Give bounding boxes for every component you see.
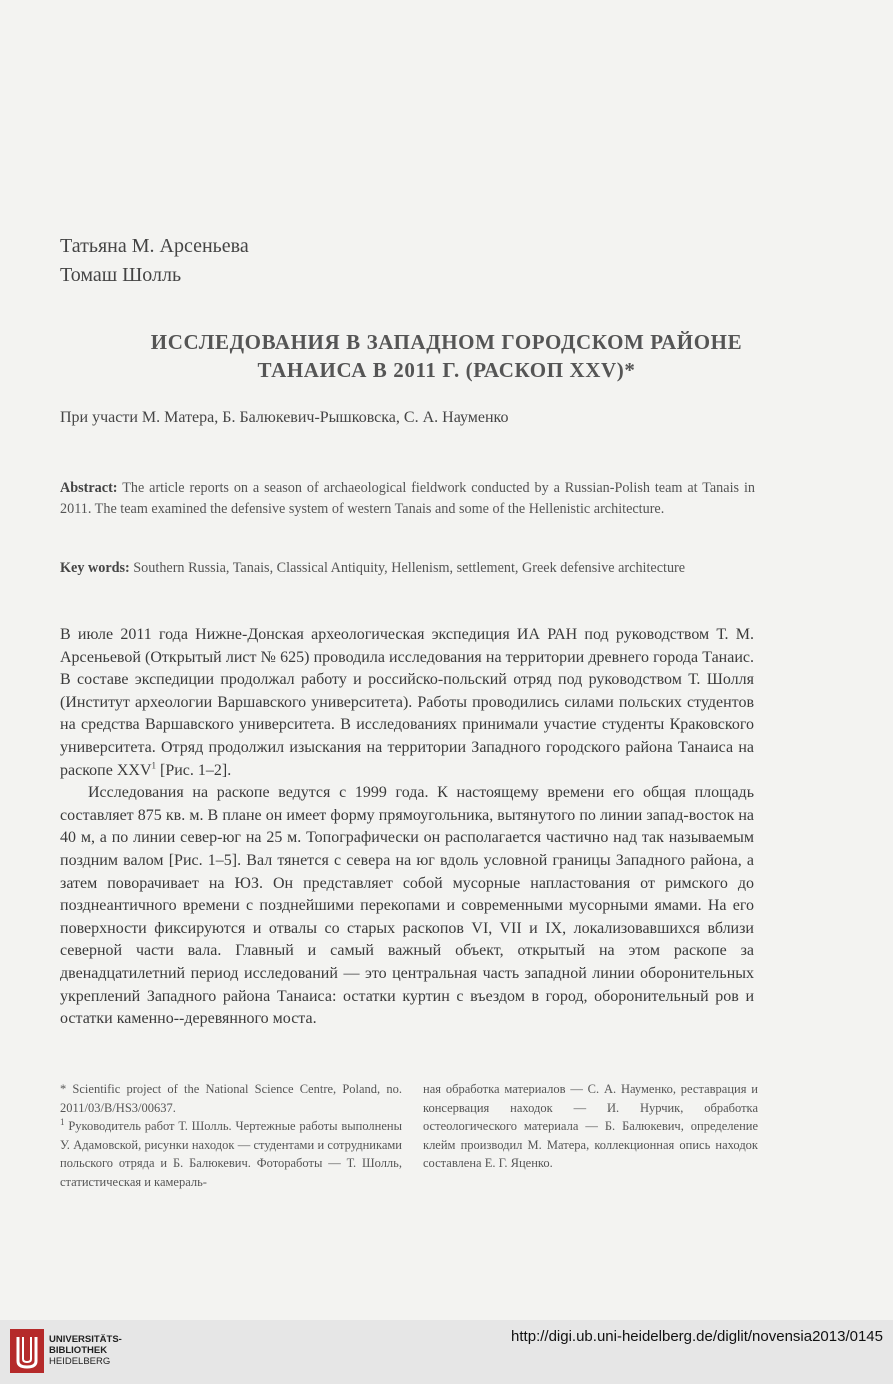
library-name-line: UNIVERSITÄTS- [49, 1334, 122, 1345]
body-text [60, 624, 754, 1031]
abstract-text: The article reports on a season of archaeological fieldwork conducted by a Russian-Polish team at Tanais in 2011. The team examined the defensive system of western Tanais and some of the Hellenistic architecture. [60, 480, 755, 517]
library-name-line: BIBLIOTHEK [49, 1345, 108, 1356]
library-name [49, 1334, 122, 1367]
article-title [40, 328, 853, 384]
author-name: Татьяна М. Арсеньева [60, 235, 249, 257]
paragraph [60, 624, 754, 782]
paragraph-text: [Рис. 1–2]. [156, 761, 232, 779]
keywords-text: Southern Russia, Tanais, Classical Antiquity, Hellenism, settlement, Greek defensive architecture [133, 560, 686, 576]
participants-line: При участи М. Матера, Б. Балюкевич-Рышковска, С. А. Науменко [60, 409, 509, 426]
footnote-continuation: ная обработка материалов — С. А. Науменко, реставрация и консервация находок — И. Нурчик, обработка остеологического материала — Б. Балюкевич, определение клейм производил М. Матера, коллекционная опись находок составлена Е. Г. Яценко. [423, 1082, 758, 1170]
university-library-logo-icon[interactable] [10, 1329, 44, 1373]
keywords-label: Key words: [60, 560, 130, 576]
footnote-text: Руководитель работ Т. Шолль. Чертежные работы выполнены У. Адамовской, рисунки находок — студентами и сотрудниками польского отряда и Б. Балюкевич. Фотоработы — Т. Шолль, статистическая и камераль- [60, 1119, 402, 1189]
footnote-mark: 1 [60, 1116, 65, 1127]
footnote-ref[interactable]: 1 [151, 760, 156, 771]
title-line: ТАНАИСА В 2011 Г. (РАСКОП XXV)* [257, 358, 636, 382]
author-name: Томаш Шолль [60, 264, 182, 286]
footnote-1 [60, 1117, 402, 1191]
paragraph: Исследования на раскопе ведутся с 1999 года. К настоящему времени его общая площадь составляет 875 кв. м. В плане он имеет форму прямоугольника, вытянутого по линии запад-восток на 40 м, а по линии север-юг на 25 м. Топографически он располагается частично над так называемым поздним валом [Рис. 1–5]. Вал тянется с севера на юг вдоль условной границы Западного района, а затем поворачивает на ЮЗ. Он представляет собой мусорные напластования от римского до позднеантичного времени с позднейшими перекопами и современными мусорными ямами. На его поверхности фиксируются и отвалы со старых раскопов VI, VII и IX, локализовавшихся вблизи северной части вала. Главный и самый важный объект, открытый на этом раскопе за двенадцатилетний период исследований — это центральная часть западной линии оборонительных укреплений Западного района Танаиса: остатки куртин с въездом в город, оборонительный ров и остатки каменно--деревянного моста. [60, 784, 754, 1028]
author-list [60, 232, 249, 290]
footnote-star: * Scientific project of the National Science Centre, Poland, no. 2011/03/B/HS3/00637. [60, 1082, 402, 1115]
source-url-link[interactable]: http://digi.ub.uni-heidelberg.de/diglit/novensia2013/0145 [511, 1328, 883, 1345]
title-line: ИССЛЕДОВАНИЯ В ЗАПАДНОМ ГОРОДСКОМ РАЙОНЕ [150, 330, 743, 354]
keywords [60, 560, 760, 577]
paragraph-text: В июле 2011 года Нижне-Донская археологическая экспедиция ИА РАН под руководством Т. М. Арсеньевой (Открытый лист № 625) проводила исследования на территории древнего города Танаис. В составе экспедиции продолжал работу и российско-польский отряд под руководством Т. Шолля (Институт археологии Варшавского университета). Работы проводились силами польских студентов на средства Варшавского университета. В исследованиях принимали участие студенты Краковского университета. Отряд продолжил изыскания на территории Западного городского района Танаиса на раскопе XXV [60, 626, 754, 779]
library-name-line: HEIDELBERG [49, 1356, 111, 1367]
footnote-column-left [60, 1080, 402, 1191]
abstract [60, 478, 755, 520]
footnote-column-right [423, 1080, 758, 1173]
abstract-label: Abstract: [60, 480, 118, 496]
